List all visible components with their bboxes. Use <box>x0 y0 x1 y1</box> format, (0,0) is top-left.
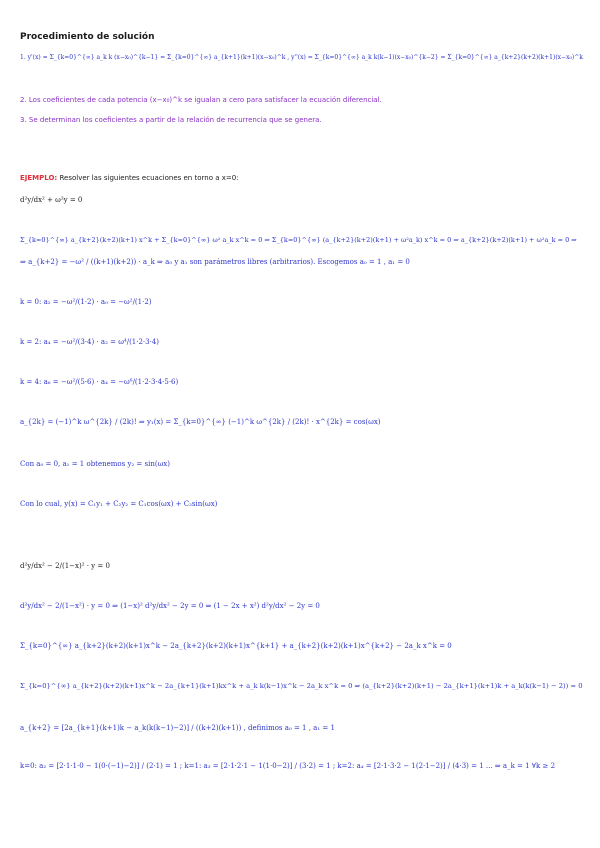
page-title: Procedimiento de solución <box>20 32 155 42</box>
general-solution: Con lo cual, y(x) = C₁y₁ + C₂y₂ = C₁cos(ωx) + C₂sin(ωx) <box>20 500 218 508</box>
coefficient-values: k=0: a₂ = [2·1·1·0 − 1(0·(−1)−2)] / (2·1) = 1 ; k=1: a₃ = [2·1·2·1 − 1(1·0−2)] / (3·2) = 1 ; k=2: a₄ = [2·1·3·2 − 1(2·1−2)] / (4·3) = 1 ... ⇒ a_k = 1 ∀k ≥ 2 <box>20 762 556 770</box>
example-heading <box>20 174 239 182</box>
step-3: 3. Se determinan los coeficientes a partir de la relación de recurrencia que se genera. <box>20 116 322 124</box>
example-statement: Resolver las siguientes ecuaciones en torno a x=0: <box>57 174 239 182</box>
second-solution: Con a₀ = 0, a₁ = 1 obtenemos y₂ = sin(ωx) <box>20 460 170 468</box>
series-equation-3: Σ_{k=0}^{∞} a_{k+2}(k+2)(k+1)x^k − 2a_{k+1}(k+1)kx^k + a_k k(k−1)x^k − 2a_k x^k = 0 ⇒ (a_{k+2}(k+2)(k+1) − 2a_{k+1}(k+1)k + a_k(k(k−1) − 2)) = 0 <box>20 682 583 690</box>
general-term: a_{2k} = (−1)^k ω^{2k} / (2k)! ⇒ y₁(x) = Σ_{k=0}^{∞} (−1)^k ω^{2k} / (2k)! · x^{2k} = cos(ωx) <box>20 418 381 426</box>
coefficient-k4: k = 4: a₆ = −ω²/(5·6) · a₄ = −ω⁶/(1·2·3·4·5·6) <box>20 378 179 386</box>
step-1: 1. y'(x) = Σ_{k=0}^{∞} a_k k (x−x₀)^{k−1} = Σ_{k=0}^{∞} a_{k+1}(k+1)(x−x₀)^k , y''(x) = Σ_{k=0}^{∞} a_k k(k−1)(x−x₀)^{k−2} = Σ_{k=0}^{∞} a_{k+2}(k+2)(k+1)(x−x₀)^k <box>20 54 583 61</box>
series-equation-1: Σ_{k=0}^{∞} a_{k+2}(k+2)(k+1) x^k + Σ_{k=0}^{∞} ω² a_k x^k = 0 ⇒ Σ_{k=0}^{∞} (a_{k+2}(k+2)(k+1) + ω²a_k) x^k = 0 ⇒ a_{k+2}(k+2)(k+1) + ω²a_k = 0 ⇒ <box>20 236 577 244</box>
step-2: 2. Los coeficientes de cada potencia (x−x₀)^k se igualan a cero para satisfacer la ecuación diferencial. <box>20 96 382 104</box>
series-equation-2: Σ_{k=0}^{∞} a_{k+2}(k+2)(k+1)x^k − 2a_{k+2}(k+2)(k+1)x^{k+1} + a_{k+2}(k+2)(k+1)x^{k+2} − 2a_k x^k = 0 <box>20 642 452 650</box>
equation-2: d²y/dx² − 2/(1−x)² · y = 0 <box>20 562 110 570</box>
coefficient-k0: k = 0: a₂ = −ω²/(1·2) · a₀ = −ω²/(1·2) <box>20 298 152 306</box>
recurrence-1: ⇒ a_{k+2} = −ω² / ((k+1)(k+2)) · a_k ⇒ a₀ y a₁ son parámetros libres (arbitrarios). Escogemos a₀ = 1 , a₁ = 0 <box>20 258 410 266</box>
recurrence-2: a_{k+2} = [2a_{k+1}(k+1)k − a_k(k(k−1)−2)] / ((k+2)(k+1)) , definimos a₀ = 1 , a₁ = 1 <box>20 724 335 732</box>
coefficient-k2: k = 2: a₄ = −ω²/(3·4) · a₂ = ω⁴/(1·2·3·4) <box>20 338 160 346</box>
equation-1: d²y/dx² + ω²y = 0 <box>20 196 83 204</box>
example-label: EJEMPLO: <box>20 174 58 182</box>
equation-2-expanded: d²y/dx² − 2/(1−x²) · y = 0 ⇒ (1−x)² d²y/dx² − 2y = 0 ⇒ (1 − 2x + x²) d²y/dx² − 2y = 0 <box>20 602 320 610</box>
